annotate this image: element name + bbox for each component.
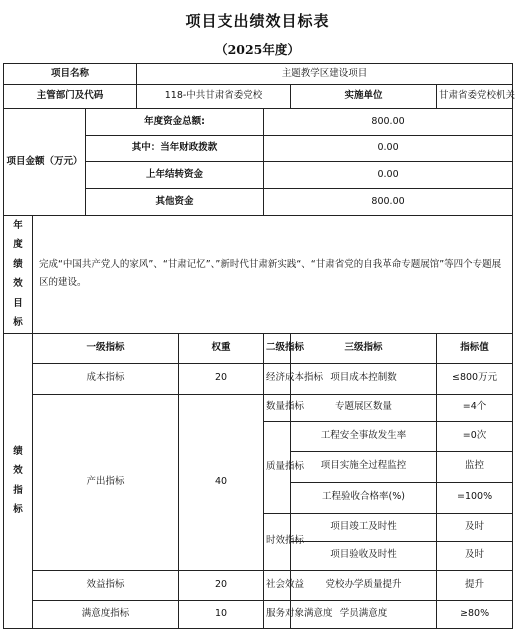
performance-table: [3, 63, 513, 629]
funds-other-label: 其他资金: [86, 189, 264, 216]
timeliness-level3: 项目竣工及时性: [291, 513, 437, 541]
quality-value: =100%: [437, 482, 513, 513]
cost-level2: 经济成本指标: [264, 363, 291, 394]
cost-level1: 成本指标: [33, 363, 179, 394]
benefit-value: 提升: [437, 570, 513, 600]
funds-carryover-label: 上年结转资金: [86, 162, 264, 189]
quality-level3: 工程安全事故发生率: [291, 421, 437, 451]
annual-goal-label: 年度绩效目标: [4, 216, 33, 334]
satisfaction-value: ≥80%: [437, 600, 513, 628]
timeliness-level2: 时效指标: [264, 513, 291, 570]
timeliness-value: 及时: [437, 541, 513, 570]
header-value: 指标值: [437, 333, 513, 363]
quantity-value: =4个: [437, 394, 513, 421]
funds-other-value: 800.00: [264, 189, 513, 216]
annual-goal-text: 完成“中国共产党人的家风”、“甘肃记忆”、”新时代甘肃新实践“、“甘肃省党的自我革命专题展馆”等四个专题展区的建设。: [33, 216, 513, 334]
document-year: （2025年度）: [215, 42, 300, 57]
quality-value: 监控: [437, 451, 513, 482]
satisfaction-weight: 10: [179, 600, 264, 628]
funds-fiscal-label: 其中：当年财政拨款: [86, 136, 264, 162]
quality-level2: 质量指标: [264, 421, 291, 513]
impl-unit-label: 实施单位: [291, 85, 437, 109]
cost-value: ≤800万元: [437, 363, 513, 394]
output-level1: 产出指标: [33, 394, 179, 570]
impl-unit-value: 甘肃省委党校机关: [437, 85, 513, 109]
quality-level3: 项目实施全过程监控: [291, 451, 437, 482]
project-name-value: 主题教学区建设项目: [137, 64, 513, 85]
benefit-weight: 20: [179, 570, 264, 600]
header-weight: 权重: [179, 333, 264, 363]
funds-total-value: 800.00: [264, 109, 513, 136]
indicators-label: 绩效指标: [4, 333, 33, 628]
funds-label: 项目金额（万元）: [4, 109, 86, 216]
header-level1: 一级指标: [33, 333, 179, 363]
funds-carryover-value: 0.00: [264, 162, 513, 189]
cost-weight: 20: [179, 363, 264, 394]
header-level3: 三级指标: [291, 333, 437, 363]
satisfaction-level2: 服务对象满意度: [264, 600, 291, 628]
benefit-level2: 社会效益: [264, 570, 291, 600]
quality-value: =0次: [437, 421, 513, 451]
quantity-level2: 数量指标: [264, 394, 291, 421]
funds-total-label: 年度资金总额:: [86, 109, 264, 136]
dept-value: 118-中共甘肃省委党校: [137, 85, 291, 109]
funds-fiscal-value: 0.00: [264, 136, 513, 162]
header-level2: 二级指标: [264, 333, 291, 363]
satisfaction-level1: 满意度指标: [33, 600, 179, 628]
output-weight: 40: [179, 394, 264, 570]
cost-level3: 项目成本控制数: [291, 363, 437, 394]
benefit-level3: 党校办学质量提升: [291, 570, 437, 600]
quantity-level3: 专题展区数量: [291, 394, 437, 421]
document-title: 项目支出绩效目标表: [185, 12, 330, 30]
timeliness-value: 及时: [437, 513, 513, 541]
satisfaction-level3: 学员满意度: [291, 600, 437, 628]
project-name-label: 项目名称: [4, 64, 137, 85]
dept-label: 主管部门及代码: [4, 85, 137, 109]
timeliness-level3: 项目验收及时性: [291, 541, 437, 570]
quality-level3: 工程验收合格率(%): [291, 482, 437, 513]
benefit-level1: 效益指标: [33, 570, 179, 600]
